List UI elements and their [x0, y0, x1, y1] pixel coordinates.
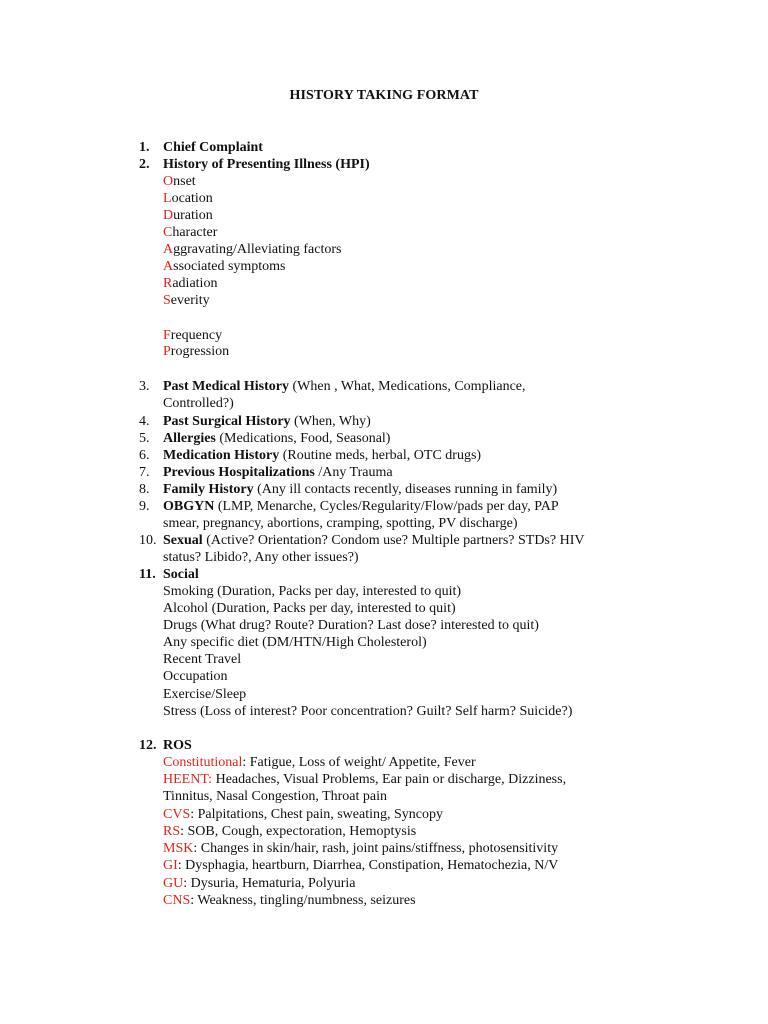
ros-system-label: Constitutional: [163, 755, 243, 770]
item-heading: Medication History: [163, 448, 280, 463]
hpi-mnemonic-line: [163, 275, 217, 292]
hpi-mnemonic-line: [163, 241, 341, 258]
item-allergies: [163, 430, 390, 447]
mnemonic-letter: R: [163, 276, 173, 291]
item-detail: (Active? Orientation? Condom use? Multiple partners? STDs? HIV: [202, 533, 585, 548]
social-line: Occupation: [163, 669, 228, 684]
item-number: 2.: [139, 157, 150, 172]
ros-system-text: : Palpitations, Chest pain, sweating, Syncopy: [190, 807, 443, 822]
social-line: Alcohol (Duration, Packs per day, interested to quit): [163, 601, 456, 616]
mnemonic-rest: ssociated symptoms: [173, 259, 286, 274]
item-heading: Past Medical History: [163, 379, 289, 394]
item-heading-hpi: History of Presenting Illness (HPI): [163, 157, 370, 172]
item-number: 3.: [139, 379, 150, 394]
item-detail: (Routine meds, herbal, OTC drugs): [279, 448, 482, 463]
mnemonic-rest: nset: [173, 174, 196, 189]
item-number: 7.: [139, 465, 150, 480]
ros-system-label: GI: [163, 858, 178, 873]
mnemonic-letter: C: [163, 225, 173, 240]
item-number: 11.: [139, 567, 156, 582]
item-number: 4.: [139, 414, 150, 429]
mnemonic-letter: L: [163, 191, 172, 206]
ros-system-text: : Dysphagia, heartburn, Diarrhea, Constipation, Hematochezia, N/V: [177, 858, 559, 873]
social-line: Stress (Loss of interest? Poor concentration? Guilt? Self harm? Suicide?): [163, 704, 573, 719]
item-heading-ros: ROS: [163, 738, 192, 753]
item-number: 8.: [139, 482, 150, 497]
item-heading: Sexual: [163, 533, 203, 548]
hpi-mnemonic-line: [163, 224, 217, 241]
mnemonic-letter: D: [163, 208, 174, 223]
item-detail: (Medications, Food, Seasonal): [215, 431, 391, 446]
hpi-mnemonic-line: [163, 292, 210, 309]
item-detail: (When, Why): [290, 414, 371, 429]
item-family-history: [163, 481, 557, 498]
hpi-mnemonic-line: [163, 258, 286, 275]
mnemonic-rest: ggravating/Alleviating factors: [173, 242, 342, 257]
item-detail: (Any ill contacts recently, diseases running in family): [253, 482, 558, 497]
ros-system-label: HEENT:: [163, 772, 213, 787]
mnemonic-rest: requency: [170, 328, 223, 343]
mnemonic-letter: A: [163, 242, 174, 257]
mnemonic-rest: everity: [170, 293, 210, 308]
item-number: 6.: [139, 448, 150, 463]
item-heading: Allergies: [163, 431, 216, 446]
ros-system-label: MSK: [163, 841, 194, 856]
ros-line-cvs: [163, 806, 443, 823]
ros-line-constitutional: [163, 754, 476, 771]
item-number: 9.: [139, 499, 150, 514]
page-title: HISTORY TAKING FORMAT: [289, 88, 479, 103]
ros-system-text: : Changes in skin/hair, rash, joint pains/stiffness, photosensitivity: [193, 841, 559, 856]
mnemonic-letter: P: [163, 344, 171, 359]
item-detail: (When , What, Medications, Compliance,: [288, 379, 526, 394]
item-detail-continued: status? Libido?, Any other issues?): [163, 550, 359, 565]
mnemonic-letter: S: [163, 293, 171, 308]
social-line: Drugs (What drug? Route? Duration? Last dose? interested to quit): [163, 618, 539, 633]
ros-system-text: : Weakness, tingling/numbness, seizures: [190, 893, 416, 908]
ros-system-label: CVS: [163, 807, 191, 822]
item-heading-chief-complaint: Chief Complaint: [163, 140, 263, 155]
social-line: Smoking (Duration, Packs per day, interested to quit): [163, 584, 462, 599]
ros-line-cns: [163, 892, 416, 909]
mnemonic-rest: adiation: [172, 276, 218, 291]
social-line: Recent Travel: [163, 652, 242, 667]
mnemonic-letter: A: [163, 259, 174, 274]
mnemonic-rest: uration: [173, 208, 213, 223]
item-heading: Past Surgical History: [163, 414, 291, 429]
item-medication-history: [163, 447, 481, 464]
ros-system-label: RS: [163, 824, 181, 839]
ros-system-label: GU: [163, 876, 184, 891]
ros-line-msk: [163, 840, 558, 857]
item-detail: /Any Trauma: [314, 465, 393, 480]
social-line: Any specific diet (DM/HTN/High Cholesterol): [163, 635, 427, 650]
item-number: 12.: [139, 738, 157, 753]
ros-line-continued: Tinnitus, Nasal Congestion, Throat pain: [163, 789, 387, 804]
ros-line-gi: [163, 857, 558, 874]
item-heading: OBGYN: [163, 499, 215, 514]
item-sexual: [163, 532, 584, 549]
hpi-mnemonic-line: [163, 327, 222, 344]
hpi-mnemonic-line: [163, 207, 213, 224]
mnemonic-rest: rogression: [170, 344, 230, 359]
item-previous-hospitalizations: [163, 464, 393, 481]
hpi-mnemonic-line: [163, 190, 213, 207]
mnemonic-rest: ocation: [171, 191, 213, 206]
item-number: 5.: [139, 431, 150, 446]
mnemonic-rest: haracter: [172, 225, 218, 240]
item-heading: Family History: [163, 482, 254, 497]
item-number: 1.: [139, 140, 150, 155]
item-past-medical-history: [163, 378, 526, 395]
item-heading: Previous Hospitalizations: [163, 465, 315, 480]
item-heading-social: Social: [163, 567, 199, 582]
ros-system-text: Headaches, Visual Problems, Ear pain or discharge, Dizziness,: [212, 772, 567, 787]
social-line: Exercise/Sleep: [163, 687, 247, 702]
ros-line-rs: [163, 823, 416, 840]
item-detail: (LMP, Menarche, Cycles/Regularity/Flow/pads per day, PAP: [214, 499, 559, 514]
hpi-mnemonic-line: [163, 343, 229, 360]
ros-line-gu: [163, 875, 355, 892]
ros-line-heent: [163, 771, 566, 788]
ros-system-text: : SOB, Cough, expectoration, Hemoptysis: [180, 824, 417, 839]
ros-system-text: : Fatigue, Loss of weight/ Appetite, Fever: [242, 755, 476, 770]
item-detail-continued: Controlled?): [163, 396, 234, 411]
mnemonic-letter: O: [163, 174, 174, 189]
item-obgyn: [163, 498, 559, 515]
hpi-mnemonic-line: [163, 173, 196, 190]
ros-system-text: : Dysuria, Hematuria, Polyuria: [183, 876, 356, 891]
item-number: 10.: [139, 533, 157, 548]
item-detail-continued: smear, pregnancy, abortions, cramping, spotting, PV discharge): [163, 516, 518, 531]
ros-system-label: CNS: [163, 893, 191, 908]
mnemonic-letter: F: [163, 328, 171, 343]
item-past-surgical-history: [163, 413, 371, 430]
